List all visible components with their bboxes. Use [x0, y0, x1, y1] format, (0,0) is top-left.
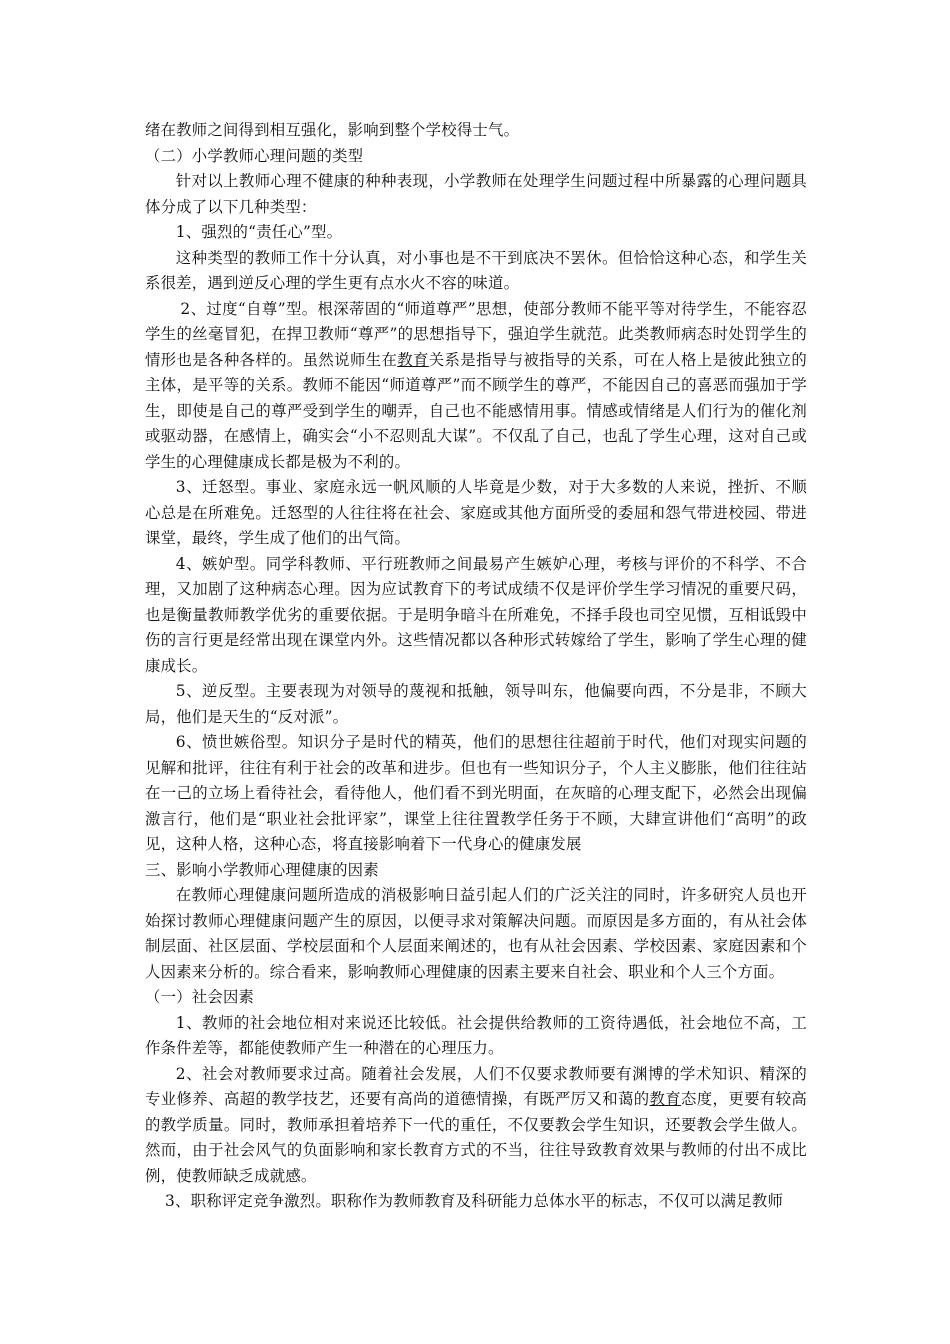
paragraph-continuation: 绪在教师之间得到相互强化，影响到整个学校得士气。: [145, 121, 520, 139]
section-heading-teacher-problem-types: （二）小学教师心理问题的类型: [145, 146, 364, 165]
paragraph-high-demands: [145, 1062, 807, 1190]
paragraph-self-esteem: [145, 297, 807, 476]
paragraph-factors-intro: 在教师心理健康问题所造成的消极影响日益引起人们的广泛关注的同时，许多研究人员也开始探讨教师心理健康问题产生的原因，以便寻求对策解决问题。而原因是多方面的，有从社会体制层面、社区层面、学校层面和个人层面来阐述的，也有从社会因素、学校因素、家庭因素和个人因素来分析的。综合看来，影响教师心理健康的因素主要来自社会、职业和个人三个方面。: [145, 886, 807, 981]
paragraph-jealousy: 4、嫉妒型。同学科教师、平行班教师之间最易产生嫉妒心理，考核与评价的不科学、不合理，又加剧了这种病态心理。因为应试教育下的考试成绩不仅是评价学生学习情况的重要尺码，也是衡量教师教学优劣的重要依据。于是明争暗斗在所难免，不择手段也司空见惯，互相诋毁中伤的言行更是经常出现在课堂内外。这些情况都以各种形式转嫁给了学生，影响了学生心理的健康成长。: [145, 554, 807, 675]
paragraph-title-competition: 3、职称评定竞争激烈。职称作为教师教育及科研能力总体水平的标志，不仅可以满足教师: [165, 1192, 784, 1210]
paragraph-rebellious: 5、逆反型。主要表现为对领导的蔑视和抵触，领导叫东，他偏要向西，不分是非，不顾大局，他们是天生的“反对派”。: [145, 682, 807, 726]
text-segment: 2、过度“自尊”型。根深蒂固的“师道尊严”思想，使部分教师不能平等对待学生，不能容忍学生的丝毫冒犯，在捍卫教师“尊严”的思想指导下，强迫学生就范。此类教师病态时处罚学生的情形也是各种各样的。虽然说师生在: [145, 299, 807, 369]
paragraph-cynical: 6、愤世嫉俗型。知识分子是时代的精英，他们的思想往往超前于时代，他们对现实问题的见解和批评，往往有利于社会的改革和进步。但也有一些知识分子，个人主义膨胀，他们往往站在一己的立场上看待社会，看待他人，他们看不到光明面，在灰暗的心理支配下，必然会出现偏激言行，他们是“职业社会批评家”，课堂上往往置教学任务于不顾，大肆宣讲他们“高明”的政见，这种人格，这种心态，将直接影响着下一代身心的健康发展: [145, 733, 807, 853]
paragraph-responsibility: 这种类型的教师工作十分认真，对小事也是不干到底决不罢休。但恰恰这种心态，和学生关系很差，遇到逆反心理的学生更有点水火不容的味道。: [145, 248, 807, 292]
text-segment: 态度，更要有较高的教学质量。同时，教师承担着培养下一代的重任，不仅要教会学生知识，还要教会学生做人。然而，由于社会风气的负面影响和家长教育方式的不当，往往导致教育效果与教师的付出不成比例，使教师缺乏成就感。: [145, 1090, 807, 1185]
type-heading-responsibility: 1、强烈的“责任心”型。: [175, 223, 343, 241]
text-segment: 2、社会对教师要求过高。随着社会发展，人们不仅要求教师要有渊博的学术知识、精深的专业修养、高超的教学技艺，还要有高尚的道德情操，有既严厉又和蔼的: [145, 1064, 807, 1108]
paragraph-displaced-anger: 3、迁怒型。事业、家庭永远一帆风顺的人毕竟是少数，对于大多数的人来说，挫折、不顺心总是在所难免。迁怒型的人往往将在社会、家庭或其他方面所受的委屈和怨气带进校园、带进课堂，最终，学生成了他们的出气筒。: [145, 478, 807, 547]
document-body: [145, 118, 807, 1215]
subsection-heading-social-factors: （一）社会因素: [145, 988, 255, 1006]
education-link[interactable]: 教育: [397, 350, 429, 369]
text-segment: 关系是指导与被指导的关系，可在人格上是彼此独立的主体，是平等的关系。教师不能因“师道尊严”而不顾学生的尊严，不能因自己的喜恶而强加于学生，即使是自己的尊严受到学生的嘲弄，自己也不能感情用事。情感或情绪是人们行为的催化剂或驱动器，在感情上，确实会“小不忍则乱大谋”。不仅乱了自己，也乱了学生心理，这对自己或学生的心理健康成长都是极为不利的。: [145, 350, 807, 471]
section-heading-influencing-factors: 三、影响小学教师心理健康的因素: [145, 860, 379, 879]
paragraph-social-status: 1、教师的社会地位相对来说还比较低。社会提供给教师的工资待遇低，社会地位不高，工作条件差等，都能使教师产生一种潜在的心理压力。: [145, 1013, 807, 1057]
education-link[interactable]: 教育: [649, 1090, 682, 1108]
paragraph-intro-types: 针对以上教师心理不健康的种种表现，小学教师在处理学生问题过程中所暴露的心理问题具体分成了以下几种类型：: [145, 172, 807, 216]
